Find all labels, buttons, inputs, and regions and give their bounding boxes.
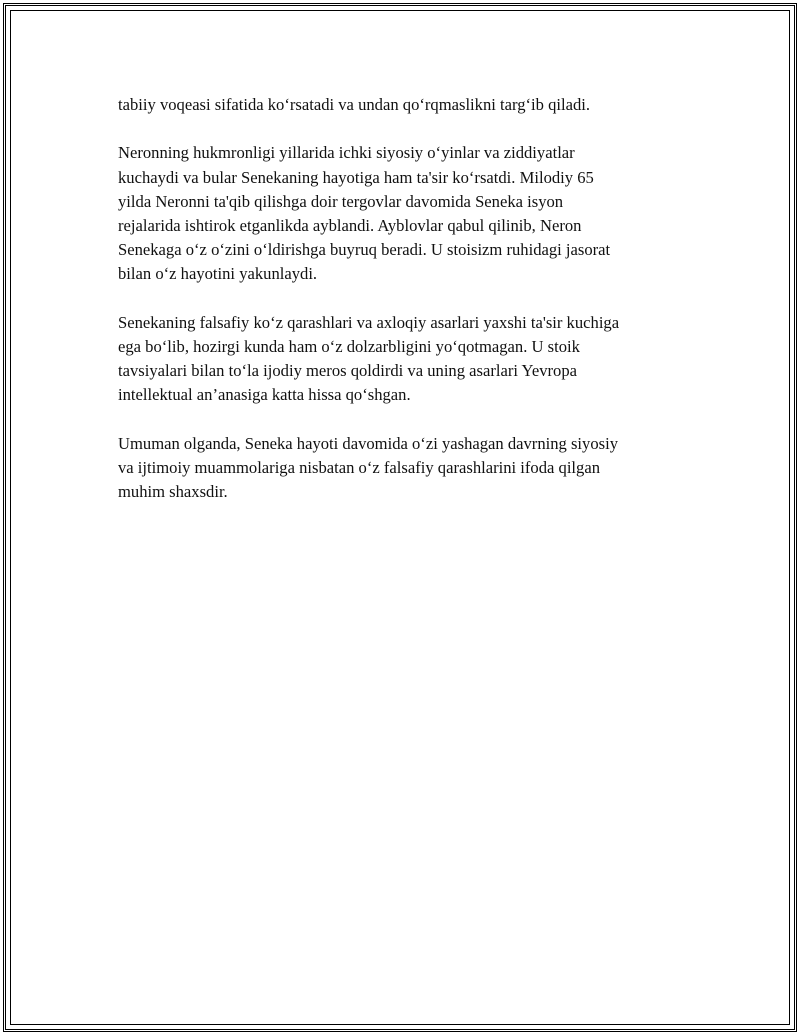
paragraph-2 [118,141,678,286]
document-body [118,93,678,529]
text-line: ega bo‘lib, hozirgi kunda ham o‘z dolzarbligini yo‘qotmagan. U stoik [118,337,580,356]
text-line: kuchaydi va bular Senekaning hayotiga ham ta'sir ko‘rsatdi. Milodiy 65 [118,167,594,187]
text-line: muhim shaxsdir. [118,482,228,502]
paragraph-3 [118,311,678,408]
text-line: Umuman olganda, Seneka hayoti davomida o‘zi yashagan davrning siyosiy [118,433,619,453]
text-line: Senekaning falsafiy ko‘z qarashlari va axloqiy asarlari yaxshi ta'sir kuchiga [118,312,620,332]
text-line: intellektual an’anasiga katta hissa qo‘shgan. [118,385,411,405]
paragraph-4 [118,432,678,505]
text-line: Senekaga o‘z o‘zini o‘ldirishga buyruq beradi. U stoisizm ruhidagi jasorat [118,240,611,260]
text-line: bilan o‘z hayotini yakunlaydi. [118,264,318,284]
text-line: Neronning hukmronligi yillarida ichki siyosiy o‘yinlar va ziddiyatlar [118,143,575,163]
text-line: tabiiy voqeasi sifatida ko‘rsatadi va undan qo‘rqmaslikni targ‘ib qiladi. [118,95,591,114]
text-line: rejalarida ishtirok etganlikda ayblandi. Ayblovlar qabul qilinib, Neron [118,216,582,235]
text-line: tavsiyalari bilan to‘la ijodiy meros qoldirdi va uning asarlari Yevropa [118,361,577,381]
text-line: va ijtimoiy muammolariga nisbatan o‘z falsafiy qarashlarini ifoda qilgan [118,458,600,477]
paragraph-1 [118,93,678,117]
text-line: yilda Neronni ta'qib qilishga doir tergovlar davomida Seneka isyon [118,191,564,211]
